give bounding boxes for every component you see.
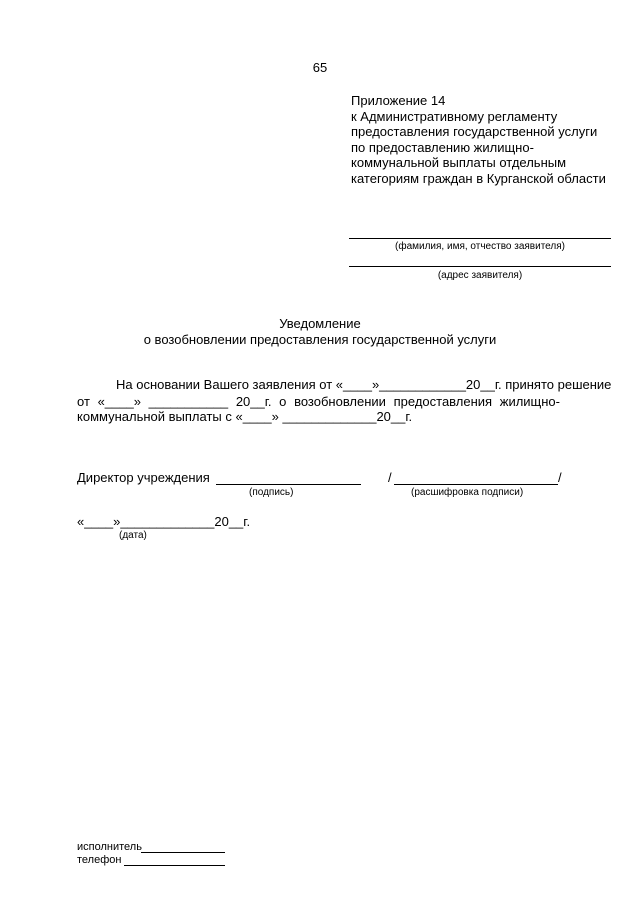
appendix-line: коммунальной выплаты отдельным [351,155,567,171]
notice-subtitle: о возобновлении предоставления государственной услуги [143,332,497,347]
signature-label: Директор учреждения [77,470,210,485]
applicant-address-caption: (адрес заявителя) [437,270,523,281]
phone-line[interactable] [124,865,225,866]
decode-caption: (расшифровка подписи) [411,487,524,498]
decode-line[interactable] [394,484,558,485]
applicant-name-caption: (фамилия, имя, отчество заявителя) [395,241,565,252]
body-line-3: коммунальной выплаты с «____» _____________20__г. [77,409,413,424]
notice-title: Уведомление [279,316,361,331]
body-line-1: На основании Вашего заявления от «____»____________20__г. принято решение [116,377,612,392]
appendix-line: к Административному регламенту [351,108,558,124]
appendix-line: по предоставлению жилищно- [351,139,534,155]
appendix-line: Приложение 14 [351,93,446,108]
date-caption: (дата) [119,530,147,541]
appendix-line: предоставления государственной услуги [351,124,598,140]
slash-left: / [388,470,392,485]
phone-label: телефон [77,854,122,866]
signature-line[interactable] [216,484,361,485]
signature-caption: (подпись) [249,487,294,498]
date-field[interactable]: «____»_____________20__г. [77,514,251,529]
page-number: 65 [312,60,328,75]
applicant-address-line[interactable] [349,266,611,267]
executor-line[interactable] [141,852,225,853]
appendix-line: категориям граждан в Курганской области [351,170,606,186]
executor-label: исполнитель [77,841,142,853]
appendix-header [351,93,606,187]
body-line-2: от «____» ___________ 20__г. о возобновлении предоставления жилищно- [77,394,560,409]
slash-right: / [558,470,562,485]
applicant-name-line[interactable] [349,238,611,239]
